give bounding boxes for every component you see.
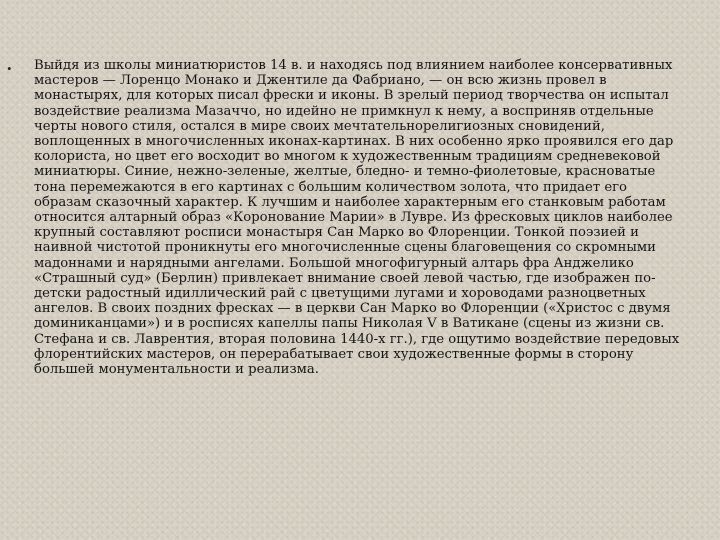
bullet-icon: • — [7, 61, 12, 76]
body-paragraph: Выйдя из школы миниатюристов 14 в. и находясь под влиянием наиболее консервативных мастеров — Лоренцо Монако и Джентиле да Фабриано, — он всю жизнь провел в монастырях, для которых писал фрески и иконы. В зрелый период творчества он испытал воздействие реализма Мазаччо, но идейно не примкнул к нему, а восприняв отдельные черты нового стиля, остался в мире своих мечтательнорелигиозных сновидений, воплощенных в многочисленных иконах-картинах. В них особенно ярко проявился его дар колориста, но цвет его восходит во многом к художественным традициям средневековой миниатюры. Синие, нежно-зеленые, желтые, бледно- и темно-фиолетовые, красноватые тона перемежаются в его картинах с большим количеством золота, что придает его образам сказочный характер. К лучшим и наиболее характерным его станковым работам относится алтарный образ «Коронование Марии» в Лувре. Из фресковых циклов наиболее крупный составляют росписи монастыря Сан Марко во Флоренции. Тонкой поэзией и наивной чистотой проникнуты его многочисленные сцены благовещения со скромными мадоннами и нарядными ангелами. Большой многофигурный алтарь фра Анджелико «Страшный суд» (Берлин) привлекает внимание своей левой частью, где изображен по-детски радостный идиллический рай с цветущими лугами и хороводами разноцветных ангелов. В своих поздних фресках — в церкви Сан Марко во Флоренции («Христос с двумя доминиканцами») и в росписях капеллы папы Николая V в Ватикане (сцены из жизни св. Стефана и св. Лаврентия, вторая половина 1440-х гг.), где ощутимо воздействие передовых флорентийских мастеров, он перерабатывает свои художественные формы в сторону большей монументальности и реализма. — [34, 58, 680, 378]
